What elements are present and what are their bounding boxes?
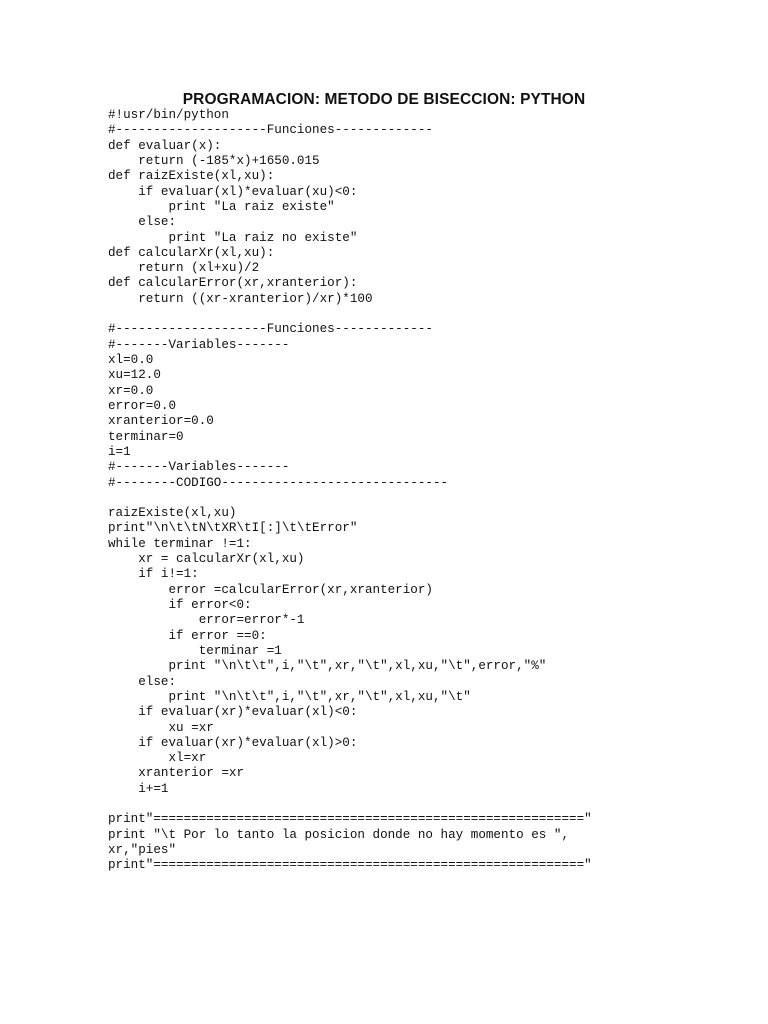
code-line: xr,"pies" [108,843,177,857]
code-line: print"=========================================================" [108,812,592,827]
code-line: print "La raiz no existe" [108,230,358,245]
code-line: return ((xr-xranterior)/xr)*100 [108,291,373,306]
code-line: def calcularError(xr,xranterior): [108,276,358,291]
code-line: print"\n\t\tN\tXR\tI[:]\t\tError" [108,521,358,536]
code-line: xl=0.0 [108,353,154,367]
code-line: xranterior =xr [108,766,245,781]
code-line [108,491,592,506]
code-line: def calcularXr(xl,xu): [108,245,275,260]
code-line: if evaluar(xr)*evaluar(xl)<0: [108,705,358,720]
code-line: if evaluar(xr)*evaluar(xl)>0: [108,735,358,750]
code-line [108,797,592,812]
document-title: PROGRAMACION: METODO DE BISECCION: PYTHON [182,91,586,108]
code-line: else: [108,674,177,689]
code-line: #--------------------Funciones------------- [108,123,433,138]
code-line: print "La raiz existe" [108,199,335,214]
code-line: xl=xr [108,751,207,766]
code-line: #--------------------Funciones------------- [108,322,433,337]
code-line: error=0.0 [108,398,177,413]
code-line: while terminar !=1: [108,536,252,551]
code-line: print "\n\t\t",i,"\t",xr,"\t",xl,xu,"\t" [108,689,471,704]
code-line: def evaluar(x): [108,138,222,153]
code-line [108,307,592,322]
code-line: #-------Variables------- [108,460,290,475]
code-line: terminar=0 [108,429,184,444]
code-line: xu =xr [108,720,214,735]
code-line: xu=12.0 [108,368,161,383]
code-line: xranterior=0.0 [108,414,214,429]
code-line: return (-185*x)+1650.015 [108,153,320,168]
code-line: if error<0: [108,598,252,612]
code-line: if i!=1: [108,567,199,582]
code-line: i+=1 [108,781,169,796]
code-line: return (xl+xu)/2 [108,261,260,276]
code-line: raizExiste(xl,xu) [108,506,237,521]
code-line: i=1 [108,444,131,459]
code-line: if error ==0: [108,628,267,643]
code-line: print "\n\t\t",i,"\t",xr,"\t",xl,xu,"\t",error,"%" [108,659,547,674]
code-line: error =calcularError(xr,xranterior) [108,582,433,597]
code-line: #-------Variables------- [108,337,290,352]
code-line: #--------CODIGO------------------------------ [108,475,449,490]
code-line: print "\t Por lo tanto la posicion donde no hay momento es ", [108,827,570,842]
code-line: #!usr/bin/python [108,108,229,122]
code-line: else: [108,215,177,230]
code-line: print"=========================================================" [108,858,592,873]
code-line: if evaluar(xl)*evaluar(xu)<0: [108,184,358,199]
code-block [108,108,592,874]
code-line: terminar =1 [108,643,282,658]
code-line: xr = calcularXr(xl,xu) [108,552,305,567]
code-line: error=error*-1 [108,613,305,628]
code-line: def raizExiste(xl,xu): [108,169,275,184]
code-line: xr=0.0 [108,383,154,398]
